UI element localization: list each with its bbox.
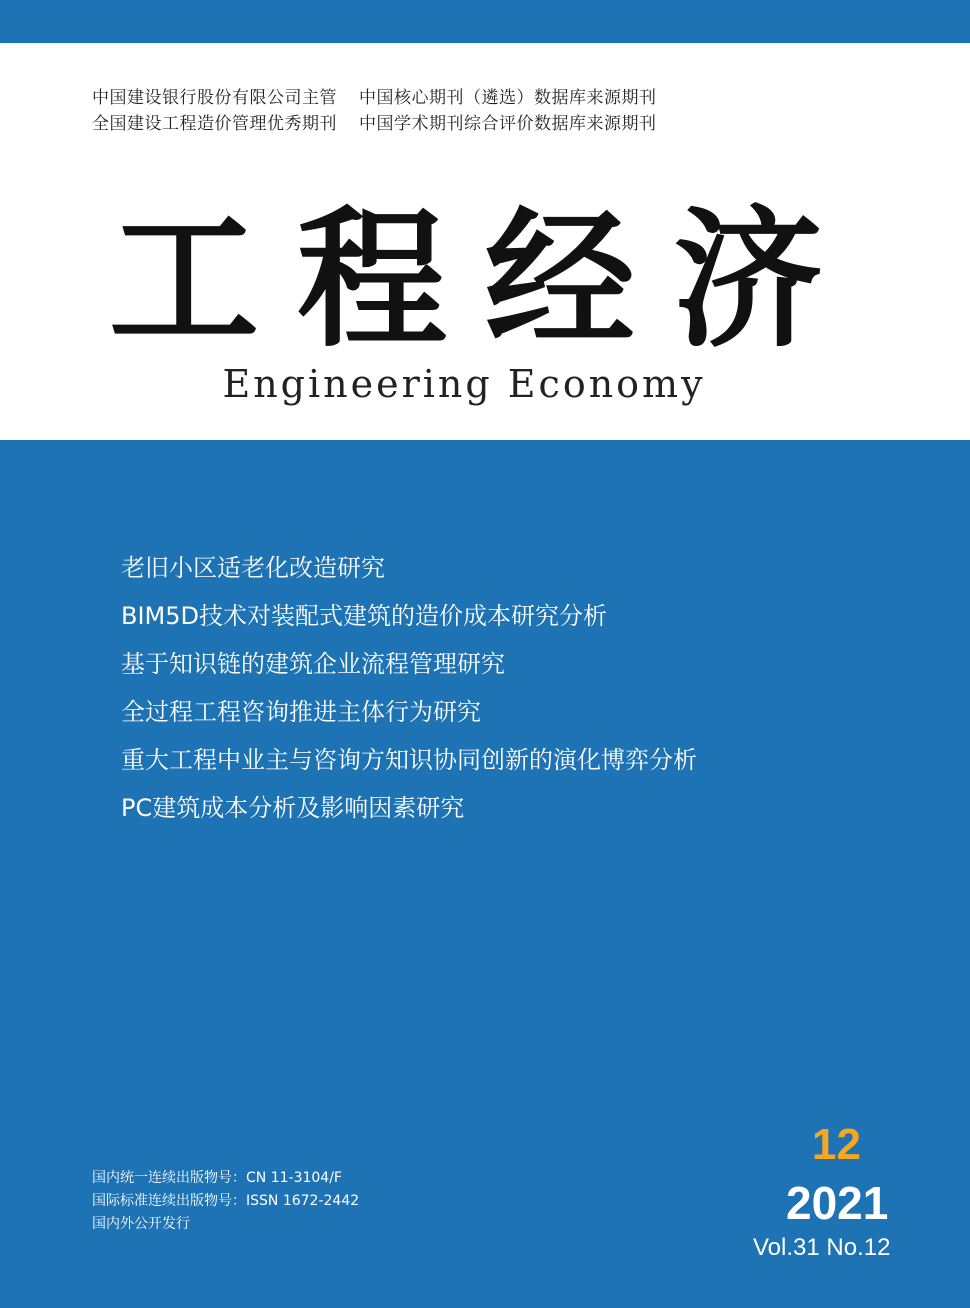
article-title: 重大工程中业主与咨询方知识协同创新的演化博弈分析 <box>121 746 697 774</box>
issue-number: 12 <box>812 1120 861 1169</box>
journal-title-english: Engineering Economy <box>222 362 706 406</box>
issn-number: 国际标准连续出版物号：ISSN 1672-2442 <box>92 1193 360 1209</box>
article-title: 基于知识链的建筑企业流程管理研究 <box>121 650 505 678</box>
publication-info <box>92 1167 359 1236</box>
article-title: BIM5D技术对装配式建筑的造价成本研究分析 <box>121 602 607 630</box>
index-text: 中国学术期刊综合评价数据库来源期刊 <box>359 114 657 134</box>
distribution-note: 国内外公开发行 <box>92 1216 190 1232</box>
sponsor-line-1 <box>92 83 657 108</box>
article-title: 老旧小区适老化改造研究 <box>121 554 385 582</box>
sponsor-line-2 <box>92 109 657 134</box>
article-title: PC建筑成本分析及影响因素研究 <box>121 794 465 822</box>
journal-title-chinese: 工程经济 <box>108 192 861 368</box>
volume-issue-line: Vol.31 No.12 <box>753 1234 891 1261</box>
article-title: 全过程工程咨询推进主体行为研究 <box>121 698 481 726</box>
cn-number: 国内统一连续出版物号：CN 11-3104/F <box>92 1170 342 1186</box>
award-text: 全国建设工程造价管理优秀期刊 <box>92 114 337 134</box>
index-text: 中国核心期刊（遴选）数据库来源期刊 <box>359 88 657 108</box>
issue-year: 2021 <box>786 1177 889 1229</box>
top-blue-bar <box>0 0 970 43</box>
sponsor-text: 中国建设银行股份有限公司主管 <box>92 88 337 108</box>
featured-articles-list <box>121 548 697 836</box>
